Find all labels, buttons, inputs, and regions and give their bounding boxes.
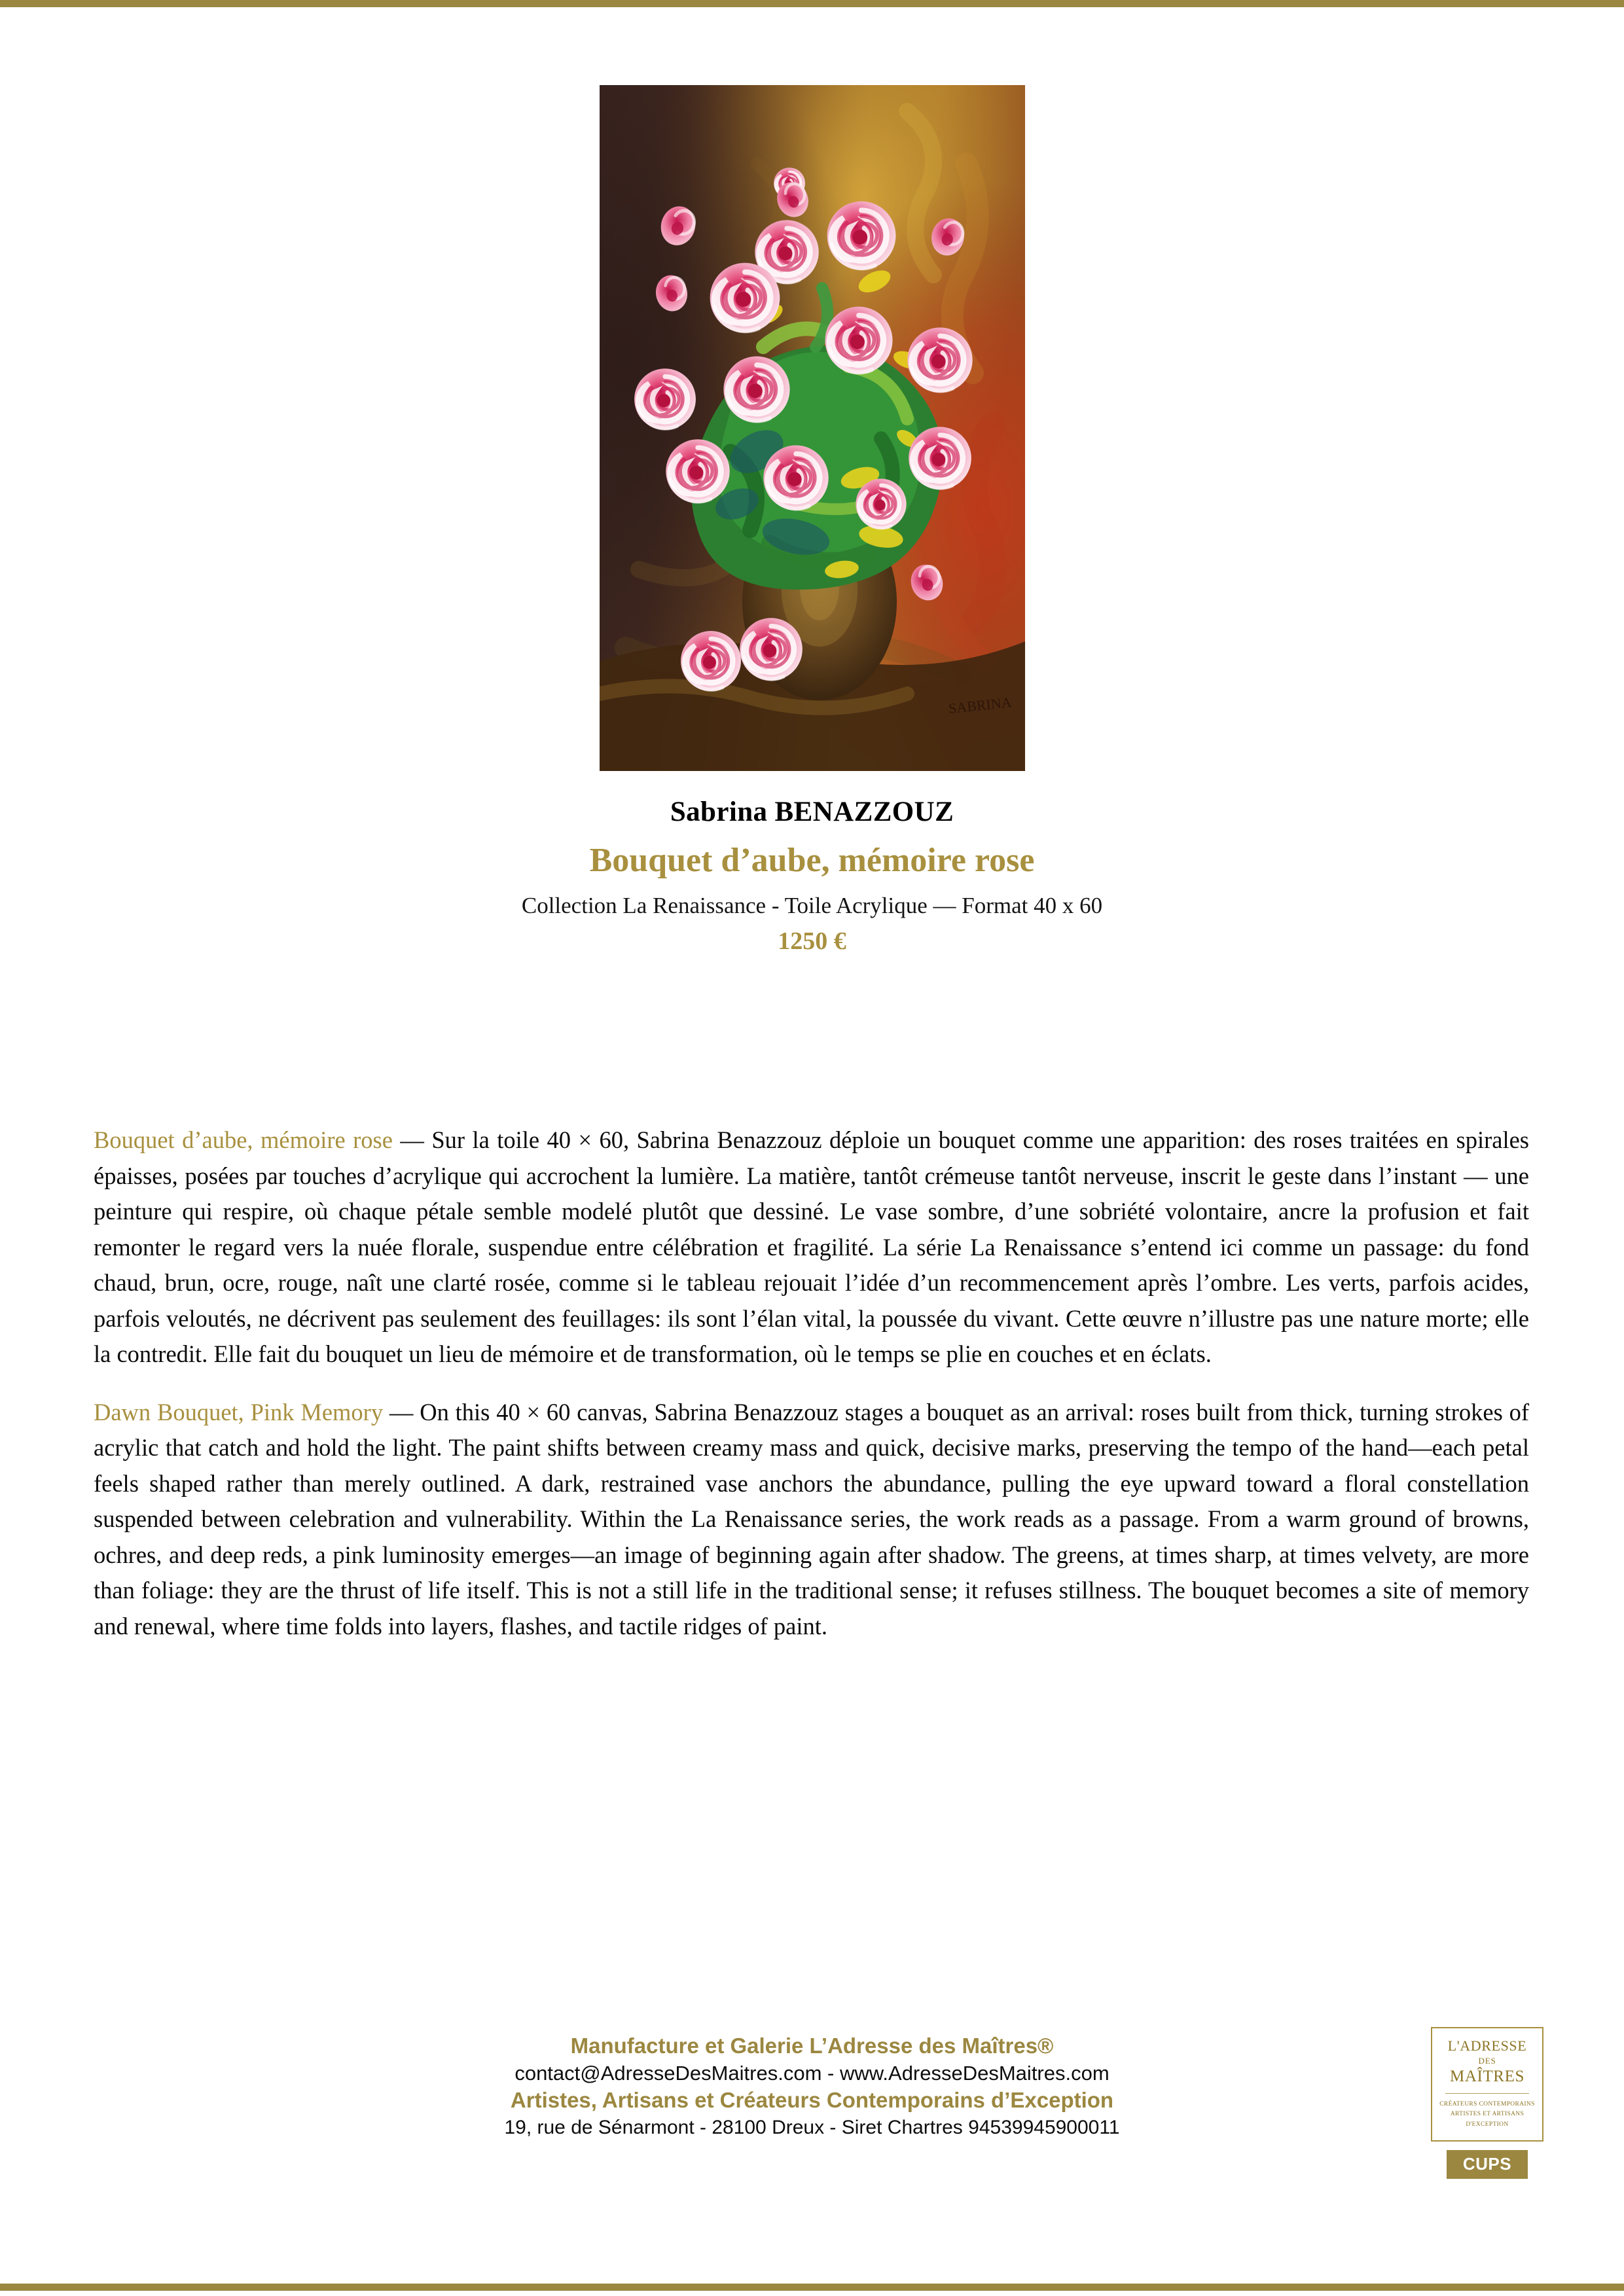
- footer-address-line: 19, rue de Sénarmont - 28100 Dreux - Siret Chartres 94539945900011: [504, 2117, 1120, 2139]
- brand-logo-block: [1431, 2027, 1543, 2179]
- logo-line-des: DES: [1478, 2055, 1496, 2066]
- footer-contact-line[interactable]: contact@AdresseDesMaitres.com - www.AdresseDesMaitres.com: [514, 2061, 1110, 2085]
- artwork-price: 1250 €: [778, 927, 846, 955]
- logo-sub-createurs: CRÉATEURS CONTEMPORAINS: [1439, 2100, 1535, 2108]
- painting-svg: [600, 85, 1025, 771]
- logo-card: [1431, 2027, 1543, 2142]
- paragraph-french: [94, 1122, 1529, 1372]
- logo-sub-artistes: ARTISTES ET ARTISANS: [1450, 2111, 1525, 2118]
- logo-sub-exception: D'EXCEPTION: [1466, 2121, 1509, 2128]
- artwork-details: Collection La Renaissance - Toile Acrylique — Format 40 x 60: [521, 892, 1103, 918]
- paragraph-english: [94, 1395, 1529, 1645]
- footer-contact-block: [0, 2032, 1624, 2140]
- description-body: [94, 1122, 1529, 1644]
- english-text: On this 40 × 60 canvas, Sabrina Benazzouz stages a bouquet as an arrival: roses built from thick, turning strokes of acrylic that catch and hold the light. The paint shifts between creamy mass and quick, decisive marks, preserving the tempo of the hand—each petal feels shaped rather than merely outlined. A dark, restrained vase anchors the abundance, pulling the eye upward toward a floral constellation suspended between celebration and vulnerability. Within the La Renaissance series, the work reads as a passage. From a warm ground of browns, ochres, and deep reds, a pink luminosity emerges—an image of beginning again after shadow. The greens, at times sharp, at times velvety, are more than foliage: they are the thrust of life itself. This is not a still life in the traditional sense; it refuses stillness. The bouquet becomes a site of memory and renewal, where time folds into layers, flashes, and tactile ridges of paint.: [94, 1398, 1529, 1640]
- artwork-image: [600, 85, 1025, 771]
- logo-line-maitres: MAÎTRES: [1450, 2068, 1525, 2086]
- english-lead-title: Dawn Bouquet, Pink Memory: [94, 1398, 384, 1426]
- english-separator: —: [383, 1398, 420, 1426]
- bottom-gold-rule: [0, 2284, 1624, 2291]
- cups-badge: CUPS: [1447, 2150, 1528, 2179]
- french-lead-title: Bouquet d’aube, mémoire rose: [94, 1126, 393, 1153]
- top-gold-rule: [0, 0, 1624, 7]
- french-separator: —: [392, 1126, 432, 1153]
- french-text: Sur la toile 40 × 60, Sabrina Benazzouz déploie un bouquet comme une apparition: des roses traitées en spirales épaisses, posées par touches d’acrylique qui accrochent la lumière. La matière, tantôt crémeuse tantôt nerveuse, inscrit le geste dans l’instant — une peinture qui respire, où chaque pétale semble modelé plutôt que dessiné. Le vase sombre, d’une sobriété volontaire, ancre la profusion et fait remonter le regard vers la nuée florale, suspendue entre célébration et fragilité. La série La Renaissance s’entend ici comme un passage: du fond chaud, brun, ocre, rouge, naît une clarté rosée, comme si le tableau rejouait l’idée d’un recommencement après l’ombre. Les verts, parfois acides, parfois veloutés, ne décrivent pas seulement des feuillages: ils sont l’élan vital, la poussée du vivant. Cette œuvre n’illustre pas une nature morte; elle la contredit. Elle fait du bouquet un lieu de mémoire et de transformation, où le temps se plie en couches et en éclats.: [94, 1126, 1530, 1367]
- artist-name: Sabrina BENAZZOUZ: [670, 797, 954, 827]
- artwork-title: Bouquet d’aube, mémoire rose: [589, 841, 1035, 879]
- artwork-caption: [0, 795, 1624, 956]
- footer-tagline: Artistes, Artisans et Créateurs Contemporains d’Exception: [510, 2088, 1114, 2113]
- logo-divider: [1445, 2093, 1529, 2094]
- artwork-signature: SABRINA: [947, 694, 1013, 717]
- logo-line-adresse: L'ADRESSE: [1447, 2037, 1527, 2054]
- footer-company-name: Manufacture et Galerie L’Adresse des Maîtres®: [570, 2034, 1054, 2058]
